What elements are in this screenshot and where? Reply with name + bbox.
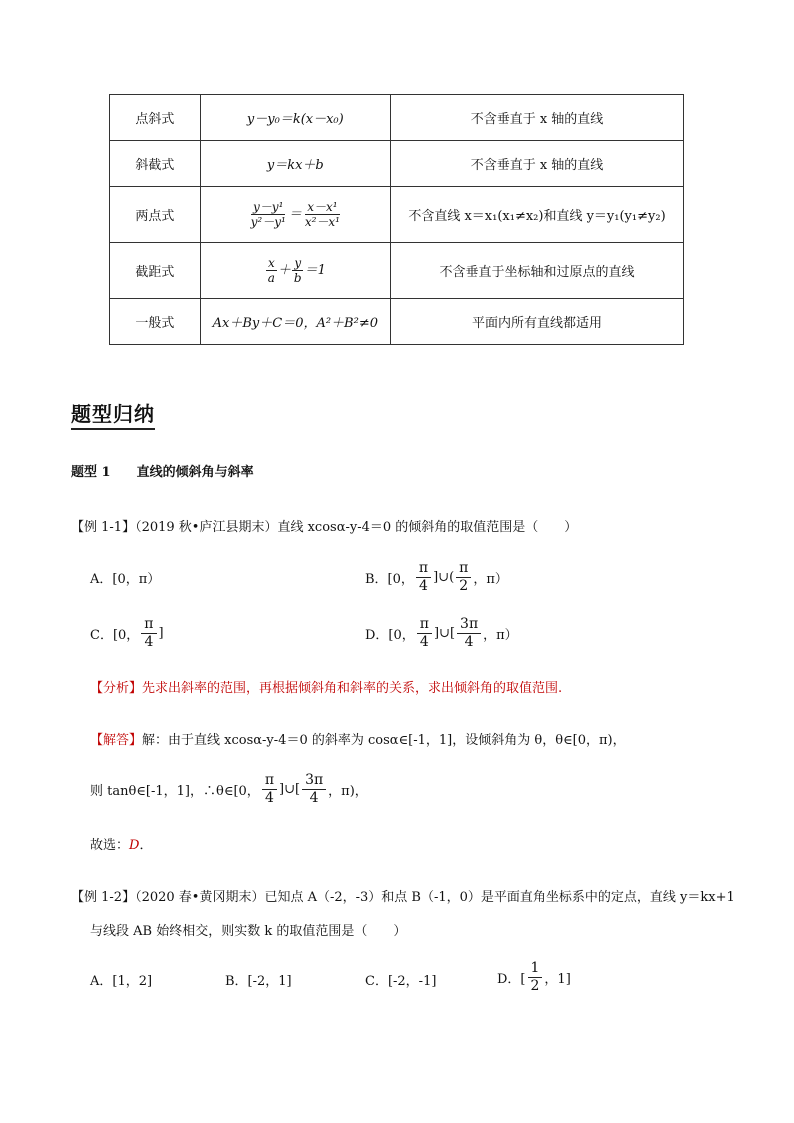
answer-line-1: 【解答】解：由于直线 xcosα-y-4＝0 的斜率为 cosα∈[-1，1]，设倾斜角为 θ，θ∈[0，π)， xyxy=(90,733,626,748)
example-1-2-stem-line-2: 与线段 AB 始终相交，则实数 k 的取值范围是（ ） xyxy=(90,924,407,939)
form-scope: 不含垂直于 x 轴的直线 xyxy=(390,141,683,187)
form-name: 斜截式 xyxy=(110,141,201,187)
table-row xyxy=(110,243,684,299)
fraction: $\frac{3\pi}{4}$ xyxy=(457,616,481,651)
type-label: 题型 1 xyxy=(71,465,111,480)
option-b: B．[-2，1] xyxy=(225,974,292,989)
option-a: A．[1，2] xyxy=(90,974,153,989)
table-row xyxy=(110,141,684,187)
section-title: 题型归纳 xyxy=(71,398,155,430)
fraction: $\frac{\pi}{4}$ xyxy=(141,616,156,651)
form-formula: $\frac{x}{a}$ ＋ $\frac{y}{b}$ ＝1 xyxy=(200,243,390,299)
option-c: C．[0， $\frac{\pi}{4}$ ] xyxy=(90,616,164,650)
form-name: 一般式 xyxy=(110,299,201,345)
type-title: 直线的倾斜角与斜率 xyxy=(136,465,254,480)
fraction: $\frac{x}{a}$ xyxy=(267,256,275,285)
answer-tag: 【解答】 xyxy=(90,733,143,748)
option-c: C．[-2，-1] xyxy=(365,974,437,989)
fraction: $\frac{\pi}{4}$ xyxy=(417,616,432,651)
form-formula: y＝kx＋b xyxy=(200,141,390,187)
form-scope: 不含垂直于坐标轴和过原点的直线 xyxy=(390,243,683,299)
question-type-heading xyxy=(71,461,254,480)
form-name: 截距式 xyxy=(110,243,201,299)
answer-choice: 故选：D． xyxy=(90,838,153,853)
form-formula: $\frac{\text{y－y¹}}{\text{y²－y¹}}$ ＝ $\frac{\text{x－x¹}}{\text{x²－x¹}}$ xyxy=(200,187,390,243)
fraction: $\frac{1}{2}$ xyxy=(528,960,543,995)
form-scope: 平面内所有直线都适用 xyxy=(390,299,683,345)
form-formula: Ax＋By＋C＝0，A²＋B²≠0 xyxy=(200,299,390,345)
example-1-1-stem: 【例 1-1】（2019 秋•庐江县期末）直线 xcosα-y-4＝0 的倾斜角的取值范围是（ ） xyxy=(71,520,578,535)
fraction: $\frac{3\pi}{4}$ xyxy=(302,772,326,807)
fraction: $\frac{\pi}{4}$ xyxy=(262,772,277,807)
fraction: $\frac{\pi}{2}$ xyxy=(456,560,471,595)
form-formula: y－y₀＝k(x－x₀) xyxy=(200,95,390,141)
fraction: $\frac{\text{x－x¹}}{\text{x²－x¹}}$ xyxy=(304,200,340,229)
option-b: B．[0， $\frac{\pi}{4}$ ]∪( $\frac{\pi}{2}$ ，π） xyxy=(365,560,508,594)
table-row xyxy=(110,95,684,141)
form-name: 点斜式 xyxy=(110,95,201,141)
fraction: $\frac{y}{b}$ xyxy=(293,256,302,285)
analysis-tag: 【分析】 xyxy=(90,681,143,696)
fraction: $\frac{\text{y－y¹}}{\text{y²－y¹}}$ xyxy=(250,200,286,229)
example-1-2-stem-line-1: 【例 1-2】（2020 春•黄冈期末）已知点 A（-2，-3）和点 B（-1，0）是平面直角坐标系中的定点，直线 y＝kx+1 xyxy=(71,890,735,905)
form-name: 两点式 xyxy=(110,187,201,243)
line-equation-table xyxy=(109,94,684,345)
table-row xyxy=(110,299,684,345)
option-d: D．[0， $\frac{\pi}{4}$ ]∪[ $\frac{3\pi}{4}$ ，π） xyxy=(365,616,518,650)
form-scope: 不含垂直于 x 轴的直线 xyxy=(390,95,683,141)
analysis: 【分析】先求出斜率的范围，再根据倾斜角和斜率的关系，求出倾斜角的取值范围. xyxy=(90,681,563,696)
option-d: D．[ $\frac{1}{2}$ ，1] xyxy=(497,960,571,994)
answer-line-2: 则 tanθ∈[-1，1]，∴θ∈[0， $\frac{\pi}{4}$ ]∪[ $\frac{3\pi}{4}$ ，π)， xyxy=(90,772,368,806)
table-row xyxy=(110,187,684,243)
fraction: $\frac{\pi}{4}$ xyxy=(416,560,431,595)
form-scope: 不含直线 x＝x₁(x₁≠x₂)和直线 y＝y₁(y₁≠y₂) xyxy=(390,187,683,243)
option-a: A．[0，π） xyxy=(90,572,161,587)
